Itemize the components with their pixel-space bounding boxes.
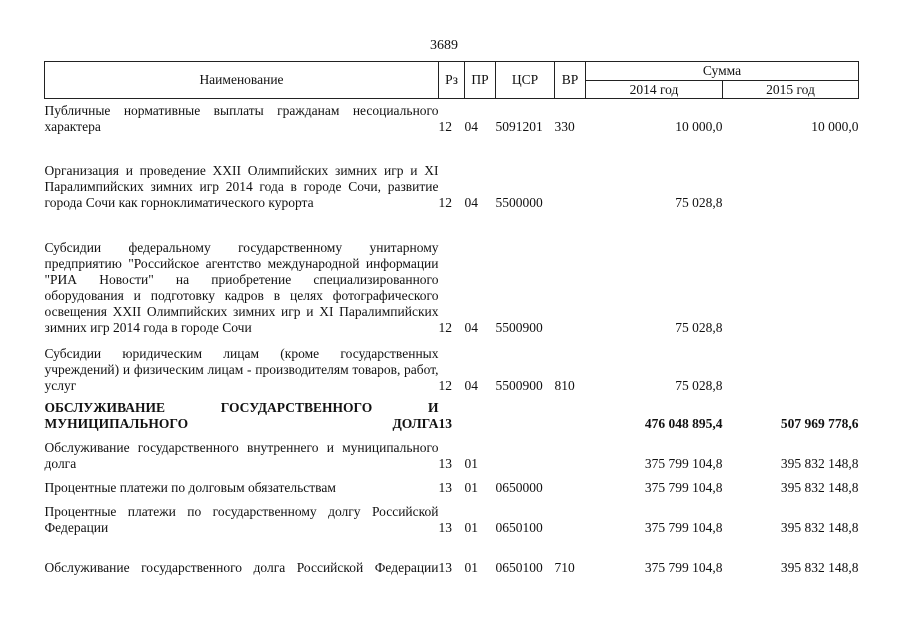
row-pr: 01 — [464, 559, 478, 575]
row-sum-2014: 10 000,0 — [675, 118, 723, 134]
header-vr: ВР — [555, 62, 586, 99]
page-number: 3689 — [430, 38, 458, 53]
row-rz: 12 — [438, 377, 452, 393]
header-rz: Рз — [439, 62, 465, 99]
row-csr: 5500900 — [495, 377, 543, 393]
table-row — [45, 336, 859, 394]
row-csr — [496, 432, 555, 472]
row-csr: 0650100 — [495, 519, 543, 535]
row-sum-2015 — [723, 135, 859, 211]
row-sum-2014: 375 799 104,8 — [644, 455, 723, 471]
row-rz: 12 — [438, 194, 452, 210]
row-name: Организация и проведение XXII Олимпийских зимних игр и XI Паралимпийских зимних игр 2014 года в городе Сочи, развитие города Сочи как горноклиматического курорта — [44, 162, 439, 210]
row-sum-2015: 395 832 148,8 — [780, 455, 859, 471]
table-row — [45, 472, 859, 496]
row-sum-2015: 10 000,0 — [811, 118, 859, 134]
table-header — [45, 62, 859, 99]
row-csr: 0650000 — [495, 479, 543, 495]
row-sum-2014: 75 028,8 — [675, 319, 723, 335]
row-rz: 13 — [438, 519, 452, 535]
row-sum-2014: 375 799 104,8 — [644, 559, 723, 575]
row-name: Процентные платежи по долговым обязательствам — [44, 479, 336, 495]
row-rz: 12 — [438, 118, 452, 134]
table-row — [45, 394, 859, 432]
row-pr: 04 — [464, 319, 478, 335]
row-sum-2014: 75 028,8 — [675, 194, 723, 210]
row-vr: 330 — [554, 118, 575, 134]
row-csr: 0650100 — [495, 559, 543, 575]
row-name: Субсидии федеральному государственному унитарному предприятию "Российское агентство международной информации "РИА Новости" на приобретение специализированного оборудования и подготовку кадров в целях фотографического освещения XXII Олимпийских зимних игр и XI Паралимпийских зимних игр 2014 года в городе Сочи — [44, 239, 439, 335]
table-row — [45, 135, 859, 211]
table-row — [45, 536, 859, 576]
row-vr — [555, 496, 586, 536]
row-sum-2014: 375 799 104,8 — [644, 479, 723, 495]
row-name: Обслуживание государственного внутреннего и муниципального долга — [44, 439, 439, 471]
row-name: ОБСЛУЖИВАНИЕ ГОСУДАРСТВЕННОГО И МУНИЦИПАЛЬНОГО ДОЛГА — [44, 399, 439, 431]
row-sum-2015: 507 969 778,6 — [780, 415, 859, 431]
header-sum: Сумма — [586, 62, 859, 81]
row-csr: 5500900 — [495, 319, 543, 335]
row-vr — [555, 135, 586, 211]
table-row — [45, 99, 859, 135]
table-row — [45, 496, 859, 536]
row-name: Субсидии юридическим лицам (кроме государственных учреждений) и физическим лицам - производителям товаров, работ, услуг — [44, 345, 439, 393]
budget-table — [44, 61, 859, 576]
header-pr: ПР — [465, 62, 496, 99]
row-pr: 01 — [464, 479, 478, 495]
row-sum-2015: 395 832 148,8 — [780, 519, 859, 535]
row-csr: 5500000 — [495, 194, 543, 210]
row-vr — [555, 211, 586, 336]
row-vr: 710 — [554, 559, 575, 575]
row-sum-2014: 476 048 895,4 — [644, 415, 723, 431]
row-rz: 13 — [438, 415, 452, 431]
row-sum-2015: 395 832 148,8 — [780, 559, 859, 575]
row-sum-2014: 375 799 104,8 — [644, 519, 723, 535]
row-pr: 01 — [464, 455, 478, 471]
row-rz: 13 — [438, 479, 452, 495]
table-row — [45, 432, 859, 472]
row-vr: 810 — [554, 377, 575, 393]
row-rz: 13 — [438, 559, 452, 575]
row-vr — [555, 394, 586, 432]
row-name: Публичные нормативные выплаты гражданам несоциального характера — [44, 102, 439, 134]
row-vr — [555, 472, 586, 496]
row-sum-2015: 395 832 148,8 — [780, 479, 859, 495]
row-csr — [496, 394, 555, 432]
row-rz: 12 — [438, 319, 452, 335]
row-name: Процентные платежи по государственному долгу Российской Федерации — [44, 503, 439, 535]
row-name: Обслуживание государственного долга Российской Федерации — [44, 559, 439, 575]
header-year-2014: 2014 год — [586, 81, 723, 99]
row-pr: 04 — [464, 194, 478, 210]
table-row — [45, 211, 859, 336]
row-rz: 13 — [438, 455, 452, 471]
row-sum-2014: 75 028,8 — [675, 377, 723, 393]
row-sum-2015 — [723, 336, 859, 394]
row-pr: 04 — [464, 118, 478, 134]
row-pr: 04 — [464, 377, 478, 393]
row-pr: 01 — [464, 519, 478, 535]
row-csr: 5091201 — [495, 118, 543, 134]
header-name: Наименование — [45, 62, 439, 99]
row-pr — [465, 394, 496, 432]
row-sum-2015 — [723, 211, 859, 336]
header-year-2015: 2015 год — [723, 81, 859, 99]
header-csr: ЦСР — [496, 62, 555, 99]
row-vr — [555, 432, 586, 472]
